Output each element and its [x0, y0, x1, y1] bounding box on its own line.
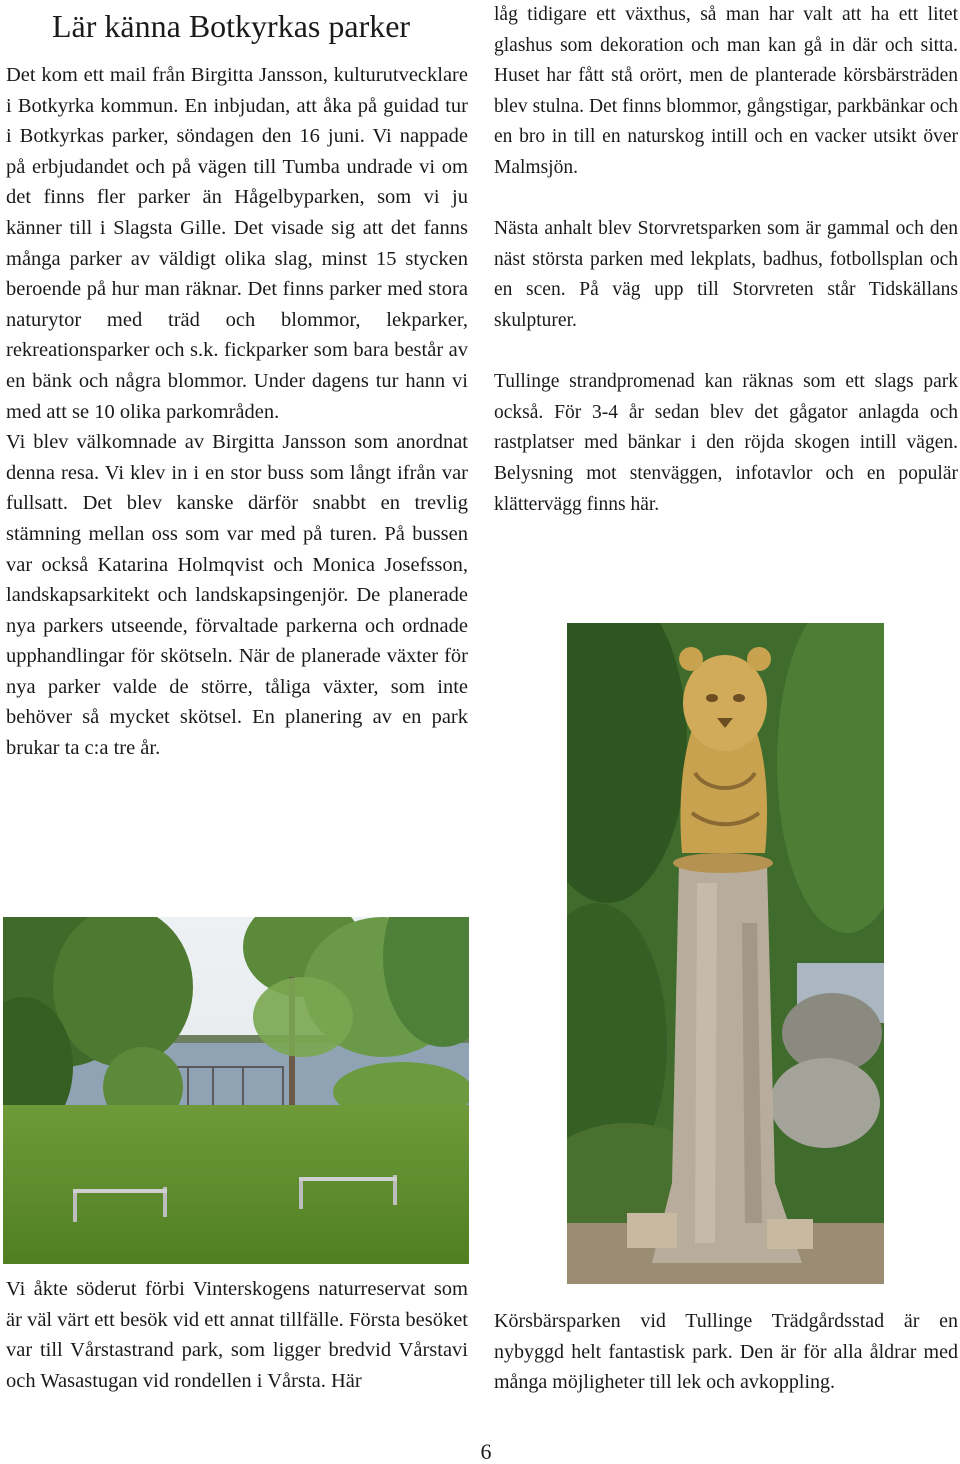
wood-sculpture-photo — [567, 623, 884, 1284]
paragraph: Vi blev välkomnade av Birgitta Jansson som anordnat denna resa. Vi klev in i en stor buss som långt ifrån var fullsatt. Det blev kanske därför snabbt en trevlig stämning mellan oss som var med på turen. På bussen var också Katarina Holmqvist och Monica Josefsson, landskapsarkitekt och landskapsingenjör. De planerade nya parkers utseende, förvaltade parkerna och ordnade upphandlingar för skötseln. När de planerade växter för nya parker valde de större, tåliga växter, som inte behöver så mycket skötsel. En planering av en park brukar ta c:a tre år. — [6, 431, 468, 760]
article-title: Lär känna Botkyrkas parker — [52, 8, 411, 44]
paragraph: Körsbärsparken vid Tullinge Trädgårdsstad är en nybyggd helt fantastisk park. Den är för alla åldrar med många möjligheter till lek och avkoppling. — [494, 1310, 958, 1394]
paragraph: Vi åkte söderut förbi Vinterskogens naturreservat som är väl värt ett besök vid ett annat tillfälle. Första besöket var till Vårstastrand park, som ligger bredvid Vårstavi och Wasastugan vid rondellen i Vårsta. Här — [6, 1278, 468, 1392]
left-column-bottom-text — [6, 1274, 468, 1396]
right-column-bottom-text — [494, 1306, 958, 1398]
paragraph: Nästa anhalt blev Storvretsparken som är gammal och den näst största parken med lekplats, badhus, fotbollsplan och en scen. På väg upp till Storvreten står Tidskällans skulpturer. — [494, 218, 958, 331]
paragraph: låg tidigare ett växthus, så man har valt att ha ett litet glashus som dekoration och man kan gå in där och sitta. Huset har fått stå orört, men de planterade körsbärsträden blev stulna. Det finns blommor, gångstigar, parkbänkar och en bro in till en naturskog intill och en vacker utsikt över Malmsjön. — [494, 4, 958, 178]
left-column-text — [6, 60, 468, 764]
lake-park-photo — [3, 917, 469, 1264]
paragraph: Det kom ett mail från Birgitta Jansson, kulturutvecklare i Botkyrka kommun. En inbjudan, att åka på guidad tur i Botkyrkas parker, söndagen den 16 juni. Vi nappade på erbjudandet och på vägen till Tumba undrade vi om det finns fler parker än Hågelbyparken, som vi ju känner till i Slagsta Gille. Det visade sig att det fanns många parker av väldigt olika slag, minst 15 stycken beroende på hur man räknar. Det finns parker med stora naturytor med träd och blommor, lekparker, rekreationsparker och s.k. fickparker som bara består av en bänk och några blommor. Under dagens tur hann vi med att se 10 olika parkområden. — [6, 64, 468, 423]
page-number: 6 — [480, 1439, 492, 1464]
right-column-text — [494, 0, 958, 551]
paragraph: Tullinge strandpromenad kan räknas som ett slags park också. För 3-4 år sedan blev det gågator anlagda och rastplatser med bänkar i den röjda skogen intill vägen. Belysning mot stenväggen, infotavlor och en populär klättervägg finns här. — [494, 371, 958, 515]
